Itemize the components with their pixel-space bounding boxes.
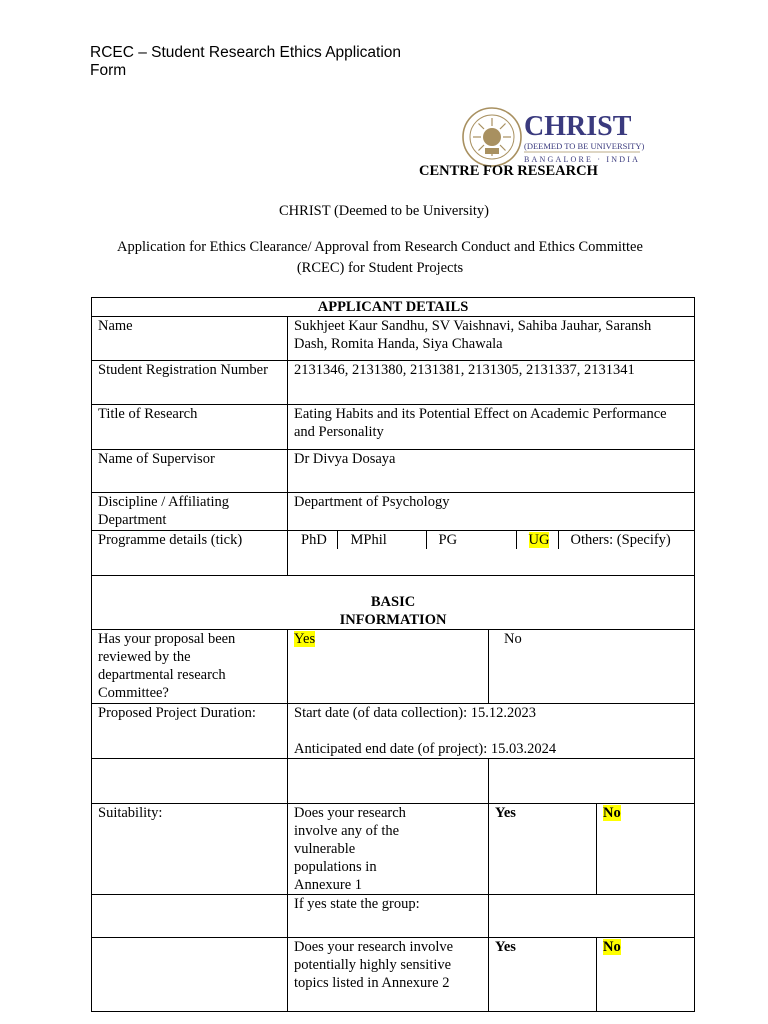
discipline-value[interactable]: Department of Psychology: [288, 493, 695, 531]
supervisor-label: Name of Supervisor: [92, 450, 288, 493]
programme-label: Programme details (tick): [92, 531, 288, 576]
empty-cell: [288, 759, 489, 804]
sensitive-answer-no[interactable]: No: [597, 938, 695, 1012]
document-header-label: RCEC – Student Research Ethics Application Form: [90, 44, 402, 79]
vulnerable-answer-no[interactable]: No: [597, 804, 695, 895]
group-answer-field[interactable]: [489, 895, 695, 938]
programme-option-ug[interactable]: [516, 531, 558, 549]
basic-information-heading: BASIC INFORMATION: [92, 576, 695, 630]
group-prompt: If yes state the group:: [288, 895, 489, 938]
centre-title: CENTRE FOR RESEARCH: [419, 163, 598, 179]
programme-options: [288, 531, 695, 576]
seal-emblem-icon: [463, 108, 521, 166]
vulnerable-answer-yes[interactable]: Yes: [489, 804, 597, 895]
programme-option-pg[interactable]: PG: [426, 531, 516, 549]
discipline-label: Discipline / Affiliating Department: [92, 493, 288, 531]
registration-number-label: Student Registration Number: [92, 361, 288, 405]
empty-cell: [92, 938, 288, 1012]
applicant-details-heading: APPLICANT DETAILS: [92, 298, 695, 317]
suitability-label: Suitability:: [92, 804, 288, 895]
svg-text:(DEEMED TO BE UNIVERSITY): (DEEMED TO BE UNIVERSITY): [524, 141, 645, 151]
svg-text:BANGALORE · INDIA: BANGALORE · INDIA: [524, 155, 641, 164]
research-title-value[interactable]: Eating Habits and its Potential Effect on Academic Performance and Personality: [288, 405, 695, 450]
christ-university-logo: [462, 106, 645, 168]
research-title-label: Title of Research: [92, 405, 288, 450]
project-duration-dates[interactable]: [288, 704, 695, 759]
empty-cell: [92, 759, 288, 804]
end-date: Anticipated end date (of project): 15.03.2024: [294, 741, 557, 757]
start-date: Start date (of data collection): 15.12.2023: [294, 705, 536, 721]
supervisor-value[interactable]: Dr Divya Dosaya: [288, 450, 695, 493]
sensitive-topics-question: Does your research involve potentially highly sensitive topics listed in Annexure 2: [288, 938, 489, 1012]
name-value[interactable]: Sukhjeet Kaur Sandhu, SV Vaishnavi, Sahiba Jauhar, Saransh Dash, Romita Handa, Siya Chawala: [288, 317, 695, 361]
programme-option-others[interactable]: Others: (Specify): [558, 531, 694, 549]
programme-option-mphil[interactable]: MPhil: [337, 531, 426, 549]
review-answer-no[interactable]: No: [489, 630, 695, 704]
review-question-label: Has your proposal been reviewed by the departmental research Committee?: [92, 630, 288, 704]
review-answer-yes[interactable]: Yes: [288, 630, 489, 704]
svg-text:CHRIST: CHRIST: [524, 111, 632, 142]
sensitive-answer-yes[interactable]: Yes: [489, 938, 597, 1012]
programme-option-phd[interactable]: PhD: [301, 532, 327, 548]
application-title: Application for Ethics Clearance/ Approval from Research Conduct and Ethics Committee (RCEC) for Student Projects: [117, 239, 643, 276]
registration-number-value[interactable]: 2131346, 2131380, 2131381, 2131305, 2131337, 2131341: [288, 361, 695, 405]
empty-cell: [92, 895, 288, 938]
name-label: Name: [92, 317, 288, 361]
university-name: CHRIST (Deemed to be University): [279, 203, 489, 219]
programme-selected-highlight: UG: [528, 532, 550, 548]
project-duration-label: Proposed Project Duration:: [92, 704, 288, 759]
empty-cell: [489, 759, 695, 804]
ethics-application-table: [91, 297, 695, 1012]
vulnerable-populations-question: Does your research involve any of the vulnerable populations in Annexure 1: [288, 804, 489, 895]
